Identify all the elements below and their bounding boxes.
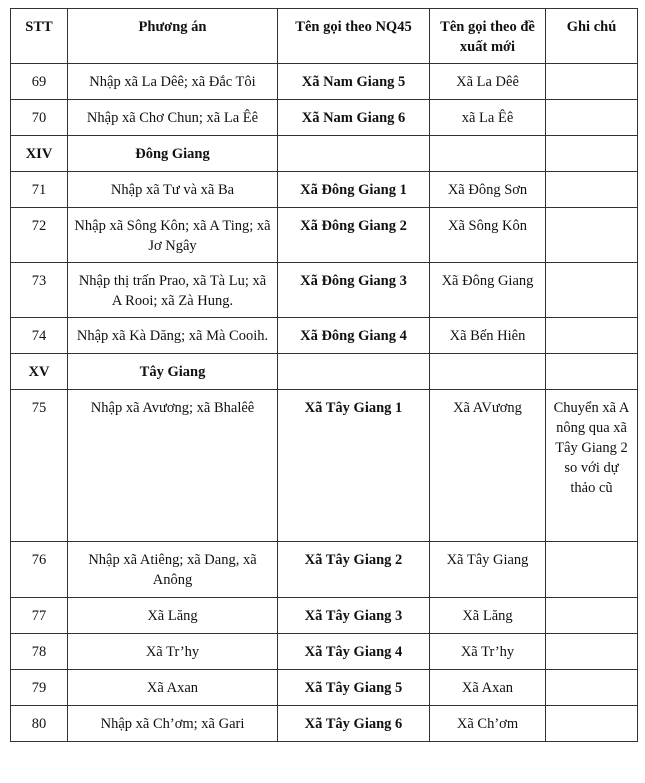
- cell-de-xuat: Xã Tây Giang: [430, 542, 546, 598]
- cell-phuong-an: Nhập xã Kà Dăng; xã Mà Cooih.: [68, 318, 278, 354]
- cell-stt: 79: [11, 670, 68, 706]
- cell-phuong-an: Nhập xã Avương; xã Bhalêê: [68, 390, 278, 542]
- cell-de-xuat: Xã Axan: [430, 670, 546, 706]
- group-row: [11, 354, 638, 390]
- cell-ghi-chu: [546, 706, 638, 742]
- cell-ghi-chu: [546, 542, 638, 598]
- header-stt: STT: [11, 9, 68, 64]
- cell-nq45: Xã Tây Giang 2: [278, 542, 430, 598]
- cell-nq45: Xã Tây Giang 5: [278, 670, 430, 706]
- cell-nq45: Xã Nam Giang 5: [278, 64, 430, 100]
- table-row: [11, 634, 638, 670]
- cell-phuong-an: Nhập xã Sông Kôn; xã A Ting; xã Jơ Ngây: [68, 208, 278, 263]
- cell-nq45: Xã Tây Giang 1: [278, 390, 430, 542]
- header-ghi-chu: Ghi chú: [546, 9, 638, 64]
- commune-merger-table: [10, 8, 638, 742]
- cell-ghi-chu: [546, 670, 638, 706]
- cell-ghi-chu: [546, 64, 638, 100]
- cell-stt: XV: [11, 354, 68, 390]
- table-row: [11, 390, 638, 542]
- cell-ghi-chu: [546, 100, 638, 136]
- cell-ghi-chu: [546, 172, 638, 208]
- cell-phuong-an: Xã Axan: [68, 670, 278, 706]
- cell-de-xuat: Xã Ch’ơm: [430, 706, 546, 742]
- cell-de-xuat: [430, 354, 546, 390]
- cell-phuong-an: Nhập xã Ch’ơm; xã Gari: [68, 706, 278, 742]
- cell-stt: 70: [11, 100, 68, 136]
- cell-de-xuat: xã La Êê: [430, 100, 546, 136]
- cell-ghi-chu: [546, 598, 638, 634]
- cell-phuong-an: Đông Giang: [68, 136, 278, 172]
- cell-nq45: [278, 354, 430, 390]
- cell-ghi-chu: [546, 263, 638, 318]
- cell-de-xuat: Xã Bến Hiên: [430, 318, 546, 354]
- cell-nq45: [278, 136, 430, 172]
- cell-nq45: Xã Đông Giang 1: [278, 172, 430, 208]
- cell-de-xuat: Xã AVương: [430, 390, 546, 542]
- table-row: [11, 64, 638, 100]
- cell-phuong-an: Nhập xã Atiêng; xã Dang, xã Anông: [68, 542, 278, 598]
- group-row: [11, 136, 638, 172]
- cell-stt: 78: [11, 634, 68, 670]
- cell-de-xuat: Xã Tr’hy: [430, 634, 546, 670]
- cell-stt: 72: [11, 208, 68, 263]
- cell-phuong-an: Nhập thị trấn Prao, xã Tà Lu; xã A Rooi; xã Zà Hung.: [68, 263, 278, 318]
- cell-nq45: Xã Tây Giang 4: [278, 634, 430, 670]
- cell-phuong-an: Nhập xã La Dêê; xã Đắc Tôi: [68, 64, 278, 100]
- cell-de-xuat: [430, 136, 546, 172]
- table-row: [11, 670, 638, 706]
- cell-ghi-chu: [546, 354, 638, 390]
- cell-ghi-chu: [546, 318, 638, 354]
- cell-nq45: Xã Đông Giang 3: [278, 263, 430, 318]
- cell-stt: 71: [11, 172, 68, 208]
- cell-stt: 76: [11, 542, 68, 598]
- cell-stt: XIV: [11, 136, 68, 172]
- cell-nq45: Xã Đông Giang 4: [278, 318, 430, 354]
- cell-nq45: Xã Tây Giang 6: [278, 706, 430, 742]
- cell-phuong-an: Tây Giang: [68, 354, 278, 390]
- table-row: [11, 542, 638, 598]
- cell-de-xuat: Xã Đông Sơn: [430, 172, 546, 208]
- cell-stt: 80: [11, 706, 68, 742]
- cell-nq45: Xã Nam Giang 6: [278, 100, 430, 136]
- cell-ghi-chu: Chuyển xã A nông qua xã Tây Giang 2 so với dự thảo cũ: [546, 390, 638, 542]
- table-row: [11, 318, 638, 354]
- cell-phuong-an: Nhập xã Tư và xã Ba: [68, 172, 278, 208]
- cell-phuong-an: Xã Lăng: [68, 598, 278, 634]
- table-row: [11, 172, 638, 208]
- cell-nq45: Xã Tây Giang 3: [278, 598, 430, 634]
- cell-ghi-chu: [546, 208, 638, 263]
- table-row: [11, 598, 638, 634]
- header-phuong-an: Phương án: [68, 9, 278, 64]
- cell-ghi-chu: [546, 136, 638, 172]
- header-nq45: Tên gọi theo NQ45: [278, 9, 430, 64]
- table-row: [11, 706, 638, 742]
- cell-stt: 74: [11, 318, 68, 354]
- table-row: [11, 263, 638, 318]
- cell-stt: 73: [11, 263, 68, 318]
- cell-phuong-an: Xã Tr’hy: [68, 634, 278, 670]
- cell-stt: 69: [11, 64, 68, 100]
- cell-de-xuat: Xã Sông Kôn: [430, 208, 546, 263]
- table-body: [11, 64, 638, 742]
- cell-de-xuat: Xã Đông Giang: [430, 263, 546, 318]
- cell-stt: 77: [11, 598, 68, 634]
- table-row: [11, 100, 638, 136]
- header-de-xuat: Tên gọi theo đề xuất mới: [430, 9, 546, 64]
- cell-de-xuat: Xã La Dêê: [430, 64, 546, 100]
- cell-ghi-chu: [546, 634, 638, 670]
- table-row: [11, 208, 638, 263]
- cell-stt: 75: [11, 390, 68, 542]
- cell-de-xuat: Xã Lăng: [430, 598, 546, 634]
- cell-phuong-an: Nhập xã Chơ Chun; xã La Êê: [68, 100, 278, 136]
- cell-nq45: Xã Đông Giang 2: [278, 208, 430, 263]
- table-header-row: [11, 9, 638, 64]
